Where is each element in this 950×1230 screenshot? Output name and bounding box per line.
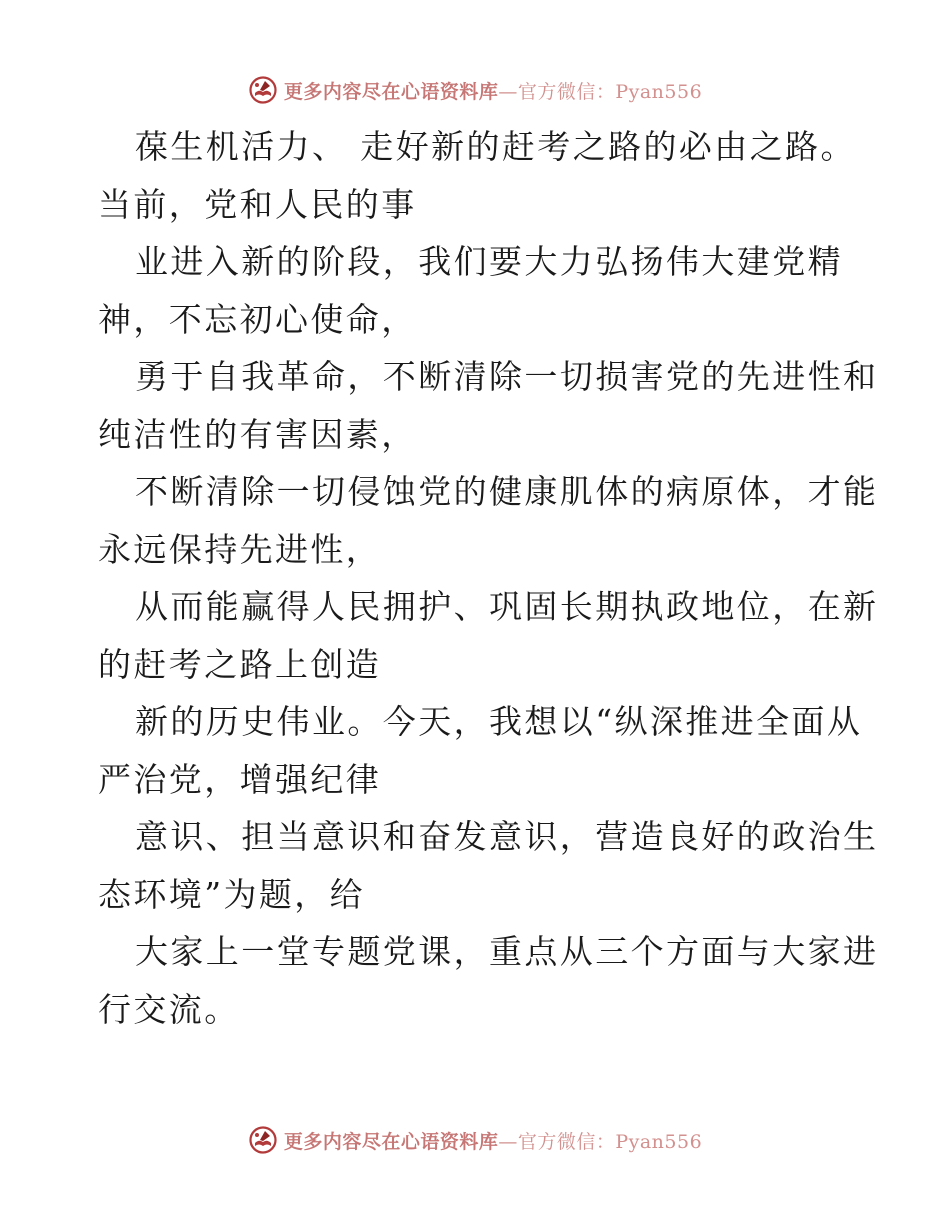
footer-watermark-wechat: —官方微信：Pyan556 — [498, 1130, 703, 1153]
body-line: 从而能赢得人民拥护、巩固长期执政地位，在新 — [135, 587, 879, 626]
book-quill-logo-icon — [248, 1125, 278, 1155]
header-watermark-site: 更多内容尽在心语资料库 — [283, 80, 499, 103]
body-line: 行交流。 — [98, 989, 240, 1029]
header-watermark-wechat: —官方微信：Pyan556 — [498, 80, 703, 103]
header-watermark-text — [284, 77, 702, 104]
footer-watermark-site: 更多内容尽在心语资料库 — [283, 1130, 499, 1153]
header-watermark-banner — [0, 70, 950, 110]
body-line: 神，不忘初心使命， — [98, 299, 417, 339]
body-line: 大家上一堂专题党课，重点从三个方面与大家进 — [135, 932, 879, 971]
document-body — [98, 118, 879, 1038]
body-line: 葆生机活力、 走好新的赶考之路的必由之路。 — [135, 127, 856, 166]
body-line: 新的历史伟业。今天，我想以“纵深推进全面从 — [135, 702, 863, 741]
body-line: 态环境”为题，给 — [98, 874, 366, 914]
footer-watermark-banner — [0, 1120, 950, 1160]
body-line: 意识、担当意识和奋发意识，营造良好的政治生 — [135, 817, 879, 856]
body-line: 的赶考之路上创造 — [98, 644, 382, 684]
book-quill-logo-icon — [248, 75, 278, 105]
body-line: 不断清除一切侵蚀党的健康肌体的病原体，才能 — [135, 472, 879, 511]
body-line: 当前，党和人民的事 — [98, 184, 417, 224]
body-line: 勇于自我革命，不断清除一切损害党的先进性和 — [135, 357, 879, 396]
body-line: 严治党，增强纪律 — [98, 759, 382, 799]
body-line: 业进入新的阶段，我们要大力弘扬伟大建党精 — [135, 242, 843, 281]
body-line: 永远保持先进性， — [98, 529, 382, 569]
body-line: 纯洁性的有害因素， — [98, 414, 417, 454]
footer-watermark-text — [284, 1127, 702, 1154]
